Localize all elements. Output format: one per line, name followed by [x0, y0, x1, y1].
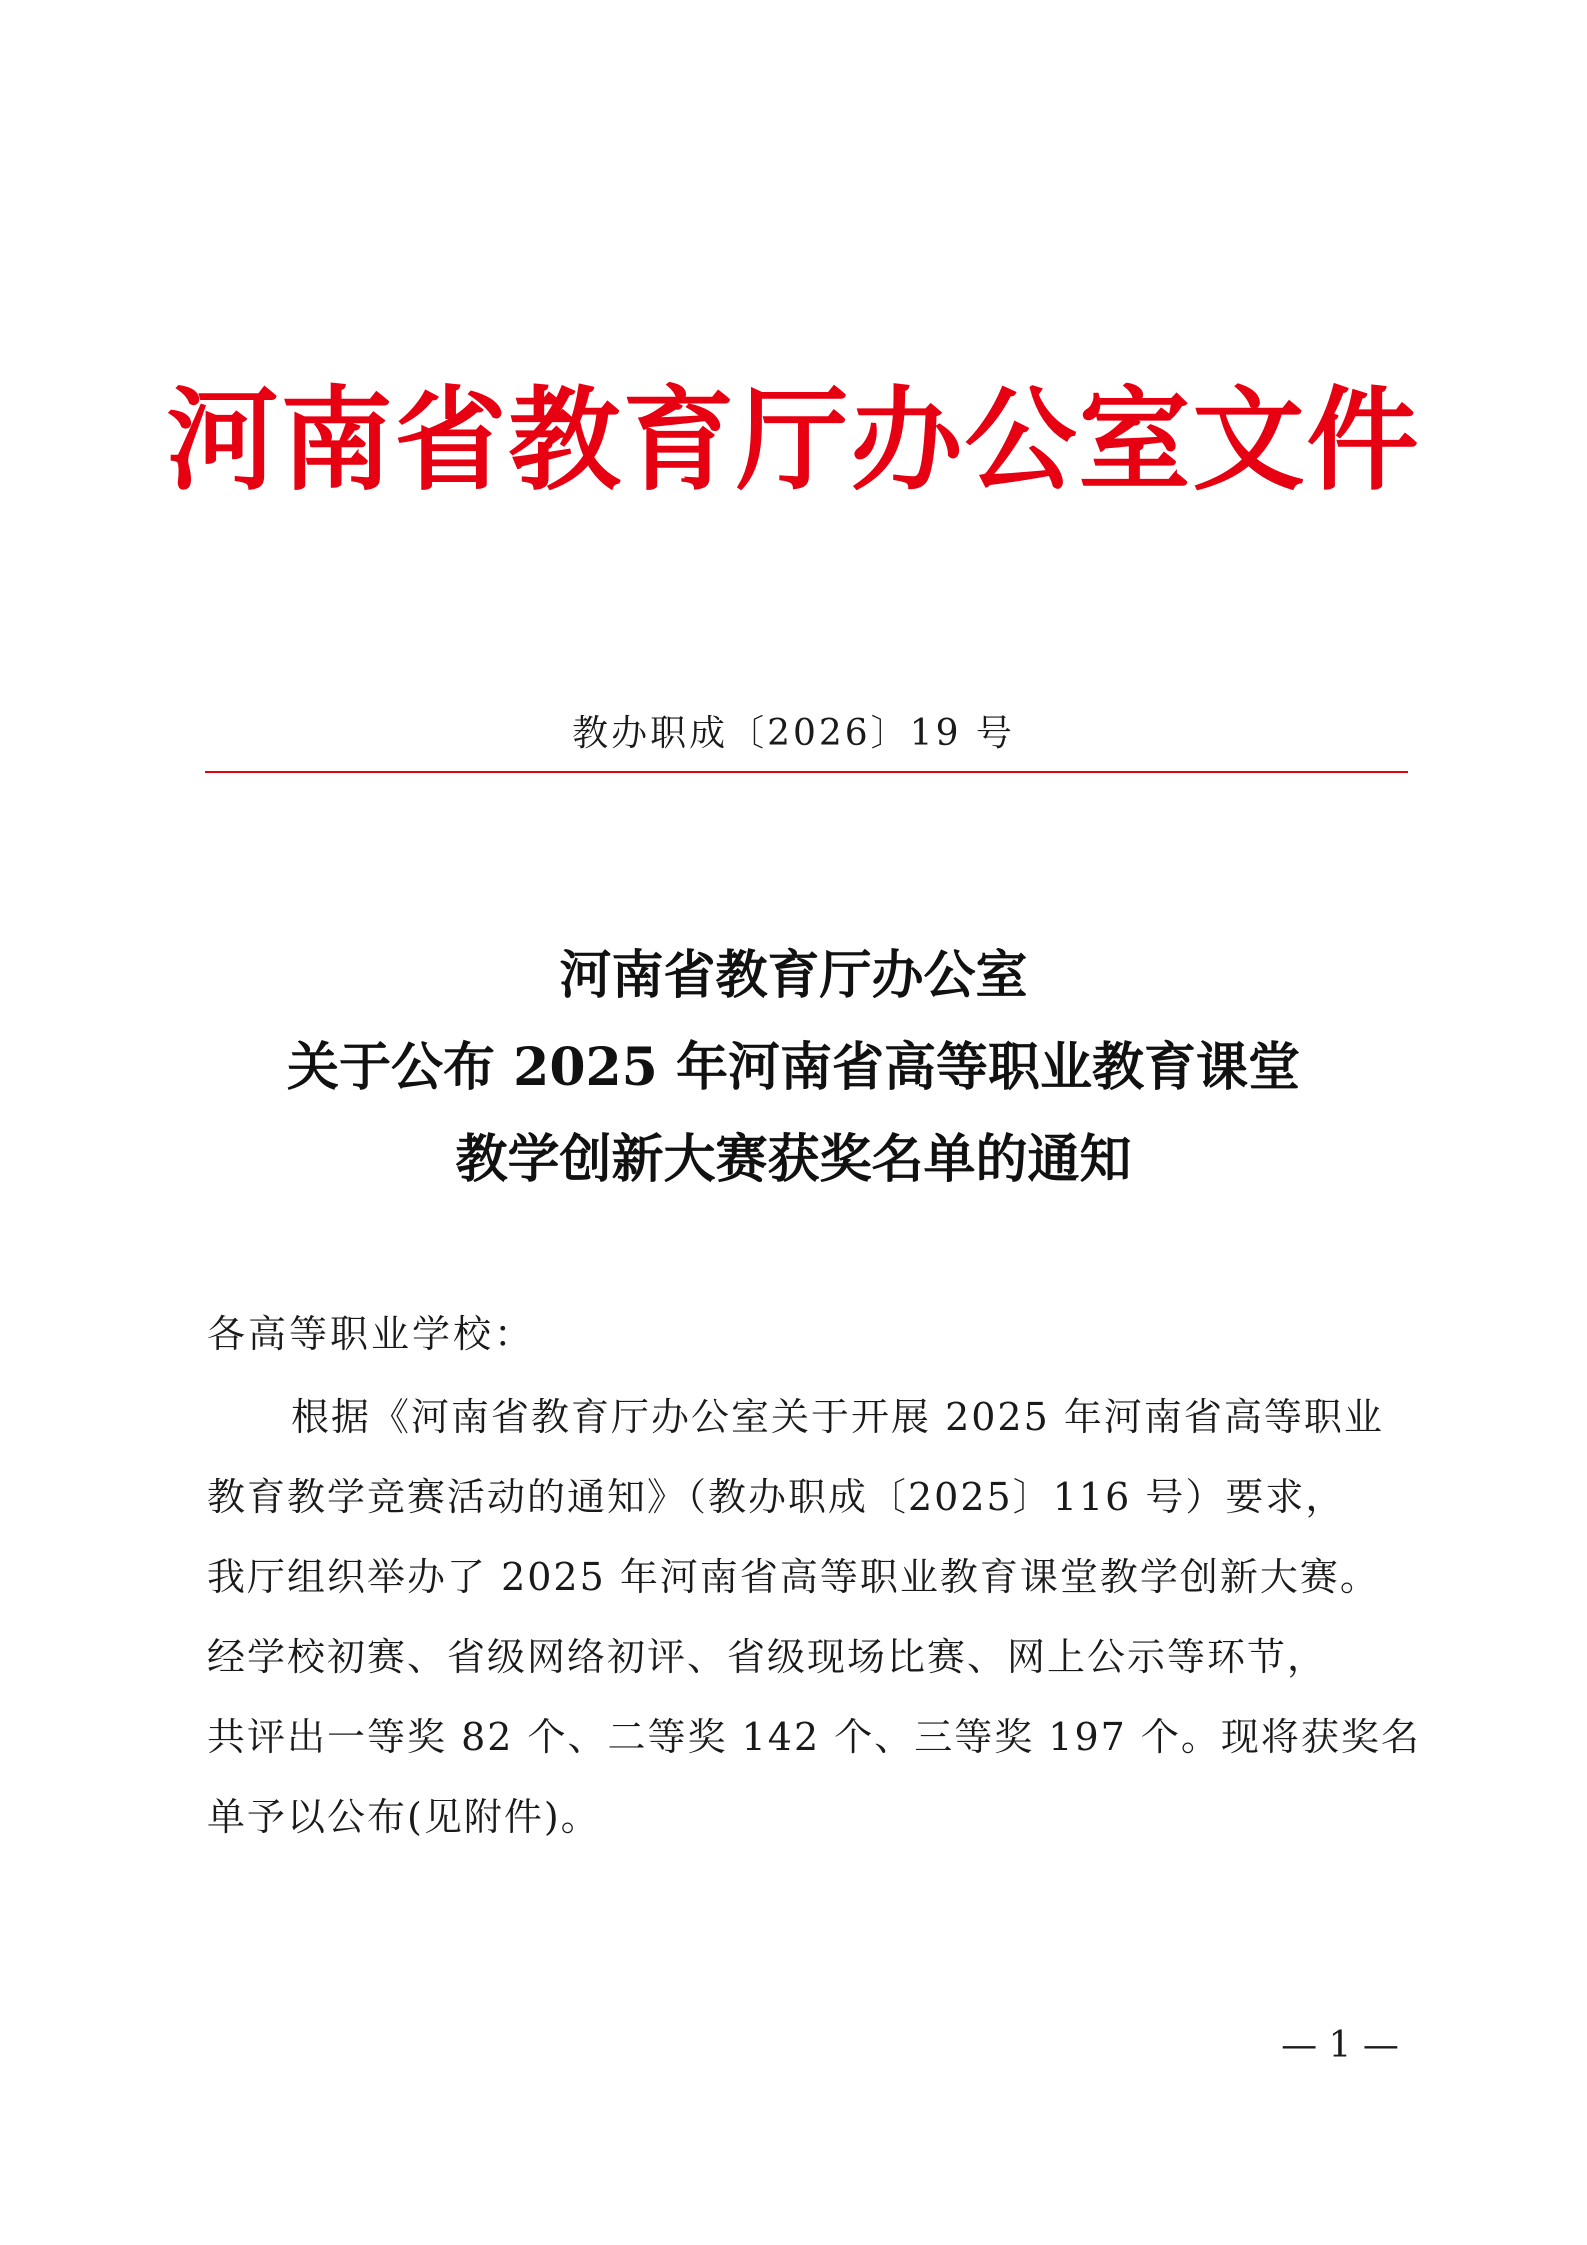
body-paragraph [207, 1377, 1421, 1857]
body-line: 共评出一等奖 82 个、二等奖 142 个、三等奖 197 个。现将获奖名 [207, 1715, 1421, 1759]
body-line: 经学校初赛、省级网络初评、省级现场比赛、网上公示等环节， [207, 1635, 1328, 1679]
masthead-title: 河南省教育厅办公室文件 [166, 375, 1421, 506]
title-line-1: 河南省教育厅办公室 [559, 945, 1028, 1006]
red-divider-line [205, 771, 1408, 773]
document-number: 教办职成〔2026〕19 号 [572, 713, 1015, 754]
salutation: 各高等职业学校： [207, 1312, 536, 1356]
body-line: 我厅组织举办了 2025 年河南省高等职业教育课堂教学创新大赛。 [207, 1555, 1380, 1599]
body-line: 单予以公布(见附件)。 [207, 1795, 601, 1839]
body-line: 根据《河南省教育厅办公室关于开展 2025 年河南省高等职业 [291, 1395, 1384, 1439]
body-line: 教育教学竞赛活动的通知》（教办职成〔2025〕116 号）要求， [207, 1475, 1346, 1519]
title-line-2: 关于公布 2025 年河南省高等职业教育课堂 [287, 1037, 1300, 1098]
title-line-3: 教学创新大赛获奖名单的通知 [455, 1129, 1132, 1190]
page-number: — 1 — [1281, 2025, 1399, 2066]
notice-title [0, 930, 1587, 1206]
